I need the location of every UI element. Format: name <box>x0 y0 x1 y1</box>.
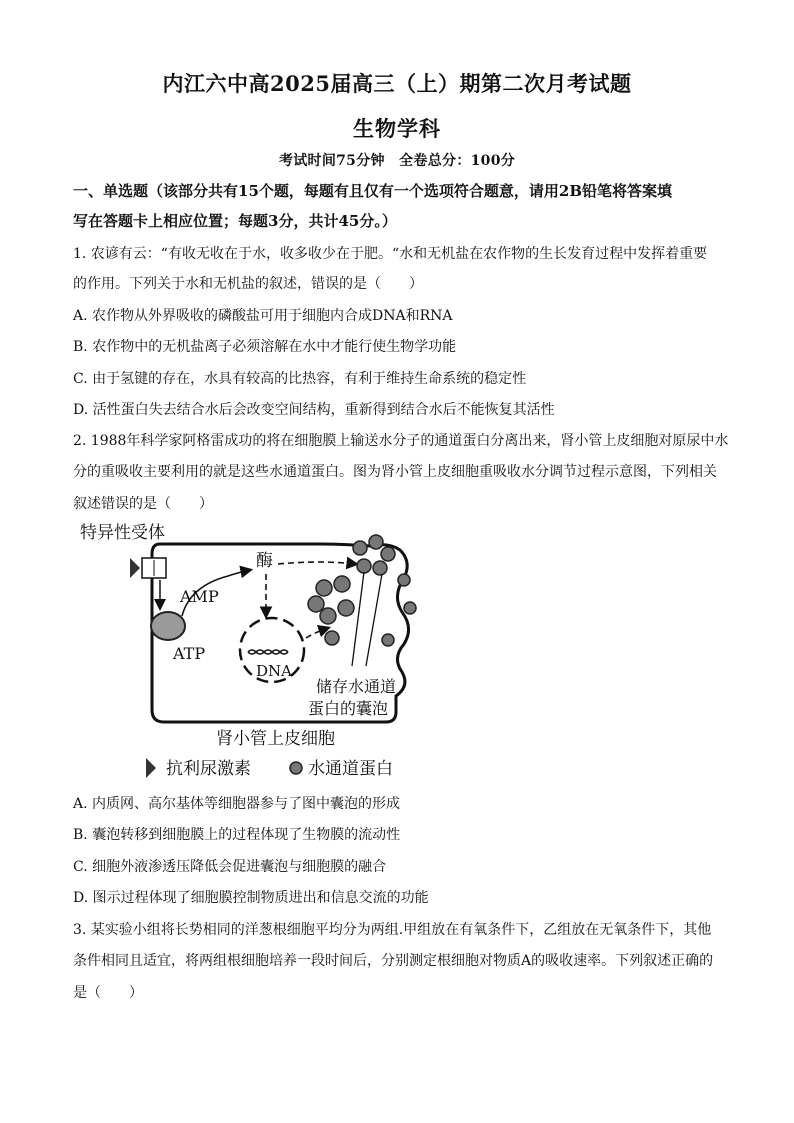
q2-option-b: B. 囊泡转移到细胞膜上的过程体现了生物膜的流动性 <box>73 827 401 843</box>
legend-hormone-icon <box>146 758 156 778</box>
q2-stem-line-3: 叙述错误的是（ ） <box>73 496 213 512</box>
q3-stem-line-3: 是（ ） <box>73 985 143 1001</box>
atp-label: ATP <box>173 644 206 663</box>
q2-option-a: A. 内质网、高尔基体等细胞器参与了图中囊泡的形成 <box>73 796 401 812</box>
section-heading-line-1: 一、单选题（该部分共有15个题，每题有且仅有一个选项符合题意，请用2B铅笔将答案填 <box>73 182 672 200</box>
section-heading <box>73 176 733 236</box>
q1-option-d: D. 活性蛋白失去结合水后会改变空间结构，重新得到结合水后不能恢复其活性 <box>73 402 555 418</box>
q1-stem-line-1: 1. 农谚有云：“有收无收在于水，收多收少在于肥。“水和无机盐在农作物的生长发育过程中发挥着重要 <box>73 246 708 262</box>
q3-stem-line-1: 3. 某实验小组将长势相同的洋葱根细胞平均分为两组.甲组放在有氧条件下，乙组放在无氧条件下，其他 <box>73 922 712 938</box>
q1-option-a: A. 农作物从外界吸收的磷酸盐可用于细胞内合成DNA和RNA <box>73 308 453 324</box>
q2-option-c: C. 细胞外液渗透压降低会促进囊泡与细胞膜的融合 <box>73 859 387 875</box>
exam-subject: 生物学科 <box>353 116 441 141</box>
enzyme-ellipse <box>151 612 185 640</box>
exam-title: 内江六中高2025届高三（上）期第二次月考试题 <box>162 71 632 96</box>
vesicle-label-line-1: 储存水通道 <box>316 677 397 696</box>
q2-option-d: D. 图示过程体现了细胞膜控制物质进出和信息交流的功能 <box>73 890 429 906</box>
legend-aquaporin-icon <box>290 762 302 774</box>
exam-info: 考试时间75分钟 全卷总分：100分 <box>278 153 516 169</box>
q1-option-c: C. 由于氢键的存在，水具有较高的比热容，有利于维持生命系统的稳定性 <box>73 371 527 387</box>
q1-option-b: B. 农作物中的无机盐离子必须溶解在水中才能行使生物学功能 <box>73 339 457 355</box>
hormone-icon <box>130 558 140 578</box>
q2-figure <box>80 516 440 786</box>
legend-aquaporin-label: 水通道蛋白 <box>308 759 393 779</box>
q2-stem-line-1: 2. 1988年科学家阿格雷成功的将在细胞膜上输送水分子的通道蛋白分离出来，肾小管上皮细胞对原尿中水 <box>73 433 729 449</box>
q3-stem-line-2: 条件相同且适宜，将两组根细胞培养一段时间后，分别测定根细胞对物质A的吸收速率。下列叙述正确的 <box>73 953 714 969</box>
vesicle-label-line-2: 蛋白的囊泡 <box>308 699 389 718</box>
cell-label: 肾小管上皮细胞 <box>216 729 335 749</box>
receptor-label: 特异性受体 <box>80 523 165 543</box>
legend-hormone-label: 抗利尿激素 <box>166 759 251 779</box>
enzyme-label: 酶 <box>256 551 273 571</box>
q2-stem-line-2: 分的重吸收主要利用的就是这些水通道蛋白。图为肾小管上皮细胞重吸收水分调节过程示意图，下列相关 <box>73 464 717 480</box>
section-heading-line-2: 写在答题卡上相应位置；每题3分，共计45分。） <box>73 212 397 230</box>
q1-stem-line-2: 的作用。下列关于水和无机盐的叙述，错误的是（ ） <box>73 276 423 292</box>
amp-label: AMP <box>180 587 219 606</box>
dna-label: DNA <box>256 662 292 680</box>
